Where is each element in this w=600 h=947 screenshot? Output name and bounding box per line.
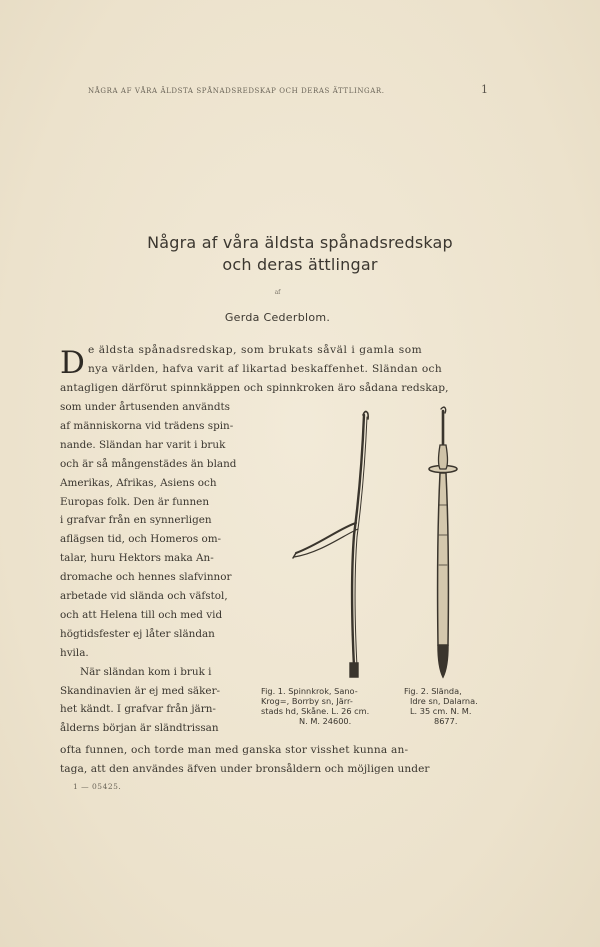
running-head: NÅGRA AF VÅRA ÄLDSTA SPÅNADSREDSKAP OCH DERAS ÄTTLINGAR.: [88, 87, 385, 95]
body-line: nande. Sländan har varit i bruk: [60, 438, 226, 451]
printer-signature: 1 — 05425.: [73, 782, 122, 791]
body-line: talar, huru Hektors maka An-: [60, 552, 214, 565]
body-line: som under årtusenden användts: [60, 401, 230, 413]
article-title: [0, 232, 600, 276]
body-line: aflägsen tid, och Homeros om-: [60, 533, 222, 546]
caption-line: stads hd, Skåne. L. 26 cm.: [261, 706, 370, 716]
figure-1-caption: [261, 686, 396, 726]
body-line: Amerikas, Afrikas, Asiens och: [60, 476, 217, 489]
caption-line: L. 35 cm. N. M.: [410, 706, 472, 716]
page-number: 1: [481, 83, 488, 96]
body-line: ålderns början är sländtrissan: [60, 722, 219, 735]
body-line: När sländan kom i bruk i: [80, 665, 212, 678]
caption-line: 8677.: [434, 716, 458, 726]
caption-line: Fig. 2. Slända,: [404, 686, 462, 696]
body-line: antagligen därförut spinnkäppen och spinnkroken äro sådana redskap,: [60, 382, 449, 394]
caption-line: Krog=, Borrby sn, Järr-: [261, 696, 353, 706]
caption-line: Idre sn, Dalarna.: [410, 696, 478, 706]
body-line: dromache och hennes slafvinnor: [60, 571, 232, 584]
body-line: i grafvar från en synnerligen: [60, 514, 212, 527]
drop-cap: D: [60, 345, 85, 381]
body-line: af människorna vid trädens spin-: [60, 419, 234, 432]
body-line: taga, att den användes äfven under bronsåldern och möjligen under: [60, 763, 430, 775]
author-name: Gerda Cederblom.: [224, 311, 331, 324]
body-line: hvila.: [60, 646, 89, 659]
body-line: Europas folk. Den är funnen: [60, 495, 210, 508]
figure-1-spinning-hook-illustration: [284, 405, 374, 680]
body-line: och att Helena till och med vid: [60, 608, 223, 621]
title-line-1: Några af våra äldsta spånadsredskap: [147, 233, 453, 252]
caption-line: N. M. 24600.: [299, 716, 352, 726]
body-line: nya världen, hafva varit af likartad beskaffenhet. Sländan och: [88, 363, 443, 375]
body-line: Skandinavien är ej med säker-: [60, 684, 221, 697]
title-line-2: och deras ättlingar: [222, 255, 378, 274]
body-line: e äldsta spånadsredskap, som brukats såväl i gamla som: [88, 344, 423, 356]
byline-af: af: [274, 289, 281, 296]
body-line: högtidsfester ej låter sländan: [60, 627, 215, 640]
body-line: het kändt. I grafvar från järn-: [60, 703, 216, 716]
figure-2-caption: [404, 686, 494, 726]
caption-line: Fig. 1. Spinnkrok, Sano-: [261, 686, 358, 696]
body-line: och är så mångenstädes än bland: [60, 457, 237, 470]
figure-2-spindle-illustration: [418, 405, 468, 683]
body-line: arbetade vid slända och väfstol,: [60, 590, 228, 602]
body-line: ofta funnen, och torde man med ganska stor visshet kunna an-: [60, 744, 409, 756]
